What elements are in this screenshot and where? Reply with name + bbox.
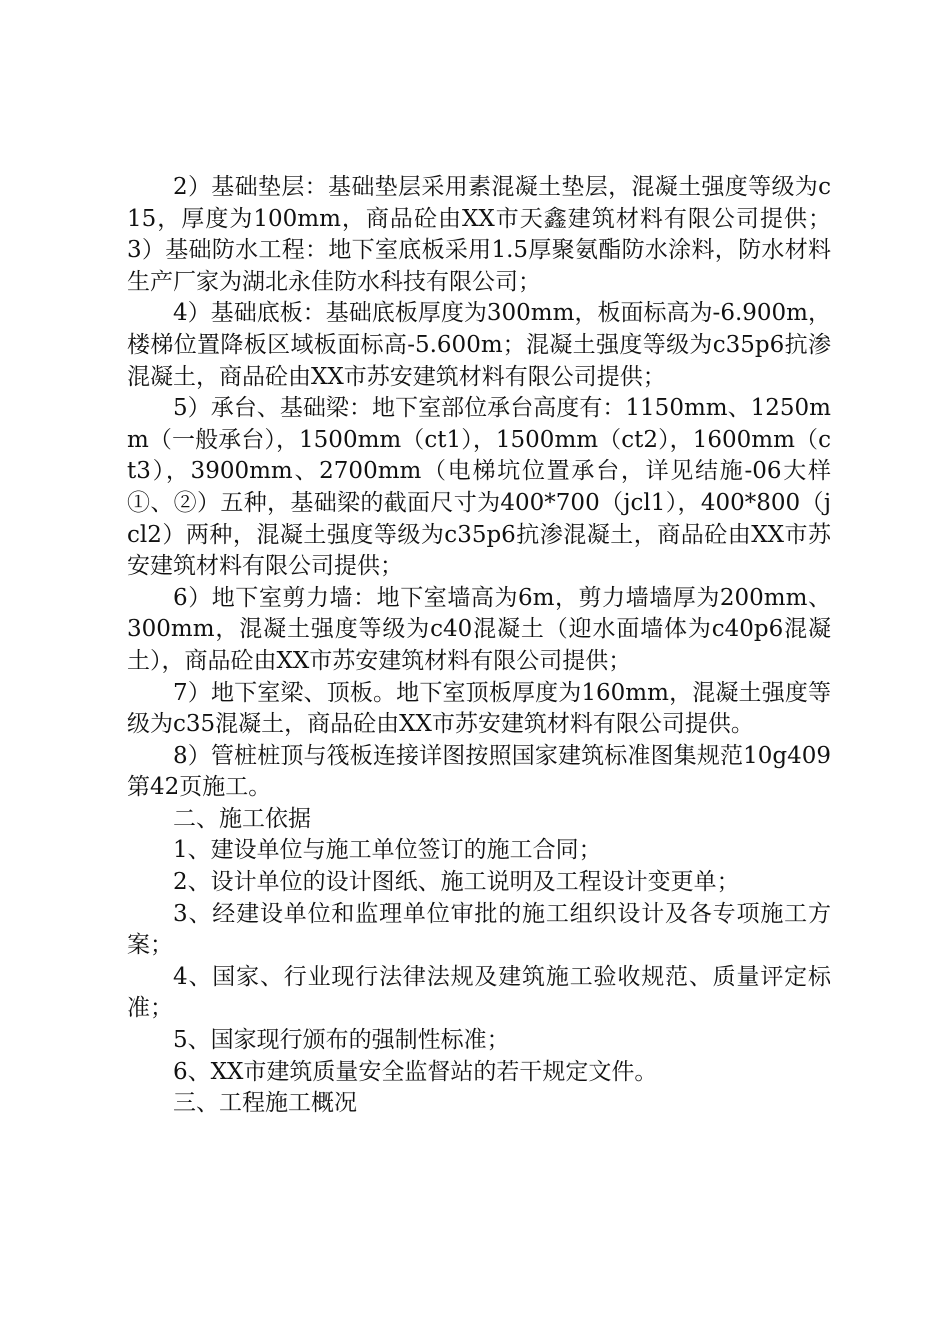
list-item-basis-1: 1、建设单位与施工单位签订的施工合同； xyxy=(173,837,602,864)
list-item-basis-3: 3、经建设单位和监理单位审批的施工组织设计及各专项施工方案； xyxy=(127,900,831,959)
paragraph-pile-cap-beam: 5）承台、基础梁：地下室部位承台高度有：1150mm、1250mm（一般承台），1500mm（ct1），1500mm（ct2），1600mm（ct3），3900mm、2700mm（电梯坑位置承台，详见结施-06大样①、②）五种，基础梁的截面尺寸为400*700（jcl1），400*800（jcl2）两种，混凝土强度等级为c35p6抗渗混凝土，商品砼由XX市苏安建筑材料有限公司提供； xyxy=(127,395,831,580)
section-heading-project-overview: 三、工程施工概况 xyxy=(173,1090,357,1117)
list-item-basis-6: 6、XX市建筑质量安全监督站的若干规定文件。 xyxy=(173,1058,658,1085)
list-item-basis-4: 4、国家、行业现行法律法规及建筑施工验收规范、质量评定标准； xyxy=(127,963,831,1022)
list-item-basis-2: 2、设计单位的设计图纸、施工说明及工程设计变更单； xyxy=(173,869,740,896)
paragraph-shear-wall: 6）地下室剪力墙：地下室墙高为6m，剪力墙墙厚为200mm、300mm，混凝土强度等级为c40混凝土（迎水面墙体为c40p6混凝土），商品砼由XX市苏安建筑材料有限公司提供； xyxy=(127,584,831,674)
paragraph-pile-connection: 8）管桩桩顶与筏板连接详图按照国家建筑标准图集规范10g409第42页施工。 xyxy=(127,742,831,801)
paragraph-foundation-slab: 4）基础底板：基础底板厚度为300mm，板面标高为-6.900m，楼梯位置降板区域板面标高-5.600m；混凝土强度等级为c35p6抗渗混凝土，商品砼由XX市苏安建筑材料有限公司提供； xyxy=(127,300,831,390)
document-body xyxy=(127,172,831,1120)
paragraph-beam-roof-slab: 7）地下室梁、顶板。地下室顶板厚度为160mm，混凝土强度等级为c35混凝土，商品砼由XX市苏安建筑材料有限公司提供。 xyxy=(127,679,831,738)
list-item-basis-5: 5、国家现行颁布的强制性标准； xyxy=(173,1027,510,1054)
paragraph-foundation-cushion: 2）基础垫层：基础垫层采用素混凝土垫层，混凝土强度等级为c15，厚度为100mm，商品砼由XX市天鑫建筑材料有限公司提供；3）基础防水工程：地下室底板采用1.5厚聚氨酯防水涂料，防水材料生产厂家为湖北永佳防水科技有限公司； xyxy=(127,174,831,295)
section-heading-construction-basis: 二、施工依据 xyxy=(173,805,311,832)
